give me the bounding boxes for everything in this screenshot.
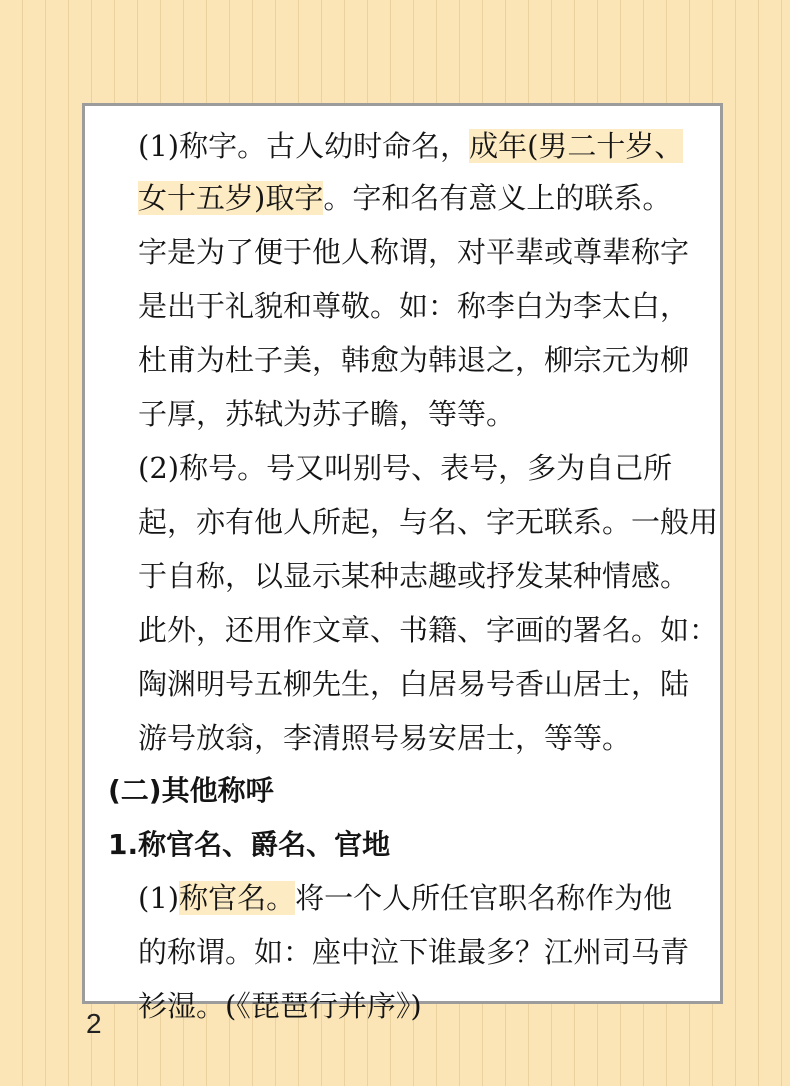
- section-heading: (二)其他称呼: [108, 774, 274, 807]
- text-segment: (1)称字。古人幼时命名，: [138, 129, 470, 163]
- highlighted-text: 女十五岁)取字: [138, 181, 324, 215]
- text-line: 字是为了便于他人称谓，对平辈或尊辈称字: [138, 235, 690, 269]
- text-line: [138, 118, 683, 174]
- text-line: 游号放翁，李清照号易安居士，等等。: [138, 721, 632, 755]
- text-line: 的称谓。如：座中泣下谁最多？江州司马青: [138, 935, 690, 969]
- text-line: 子厚，苏轼为苏子瞻，等等。: [138, 397, 516, 431]
- text-line: 起，亦有他人所起，与名、字无联系。一般用: [138, 505, 719, 539]
- text-line: 是出于礼貌和尊敬。如：称李白为李太白，: [138, 289, 690, 323]
- page-number: 2: [86, 1008, 102, 1039]
- text-line: (2)称号。号又叫别号、表号，多为自己所: [138, 451, 673, 485]
- text-line: 此外，还用作文章、书籍、字画的署名。如：: [138, 613, 719, 647]
- highlighted-text: 称官名。: [179, 881, 296, 915]
- text-segment: 。字和名有意义上的联系。: [323, 181, 672, 215]
- text-segment: (1): [138, 881, 180, 915]
- text-segment: 将一个人所任官职名称作为他: [295, 881, 673, 915]
- subsection-heading: 1.称官名、爵名、官地: [108, 828, 391, 861]
- content-card: [82, 103, 723, 1023]
- text-line: [138, 170, 671, 226]
- text-line: 衫湿。(《琵琶行并序》): [138, 989, 422, 1023]
- text-line: [138, 870, 672, 926]
- text-line: 陶渊明号五柳先生，白居易号香山居士，陆: [138, 667, 690, 701]
- text-line: 杜甫为杜子美，韩愈为韩退之，柳宗元为柳: [138, 343, 690, 377]
- highlighted-text: 成年(男二十岁、: [469, 129, 684, 163]
- text-line: 于自称，以显示某种志趣或抒发某种情感。: [138, 559, 690, 593]
